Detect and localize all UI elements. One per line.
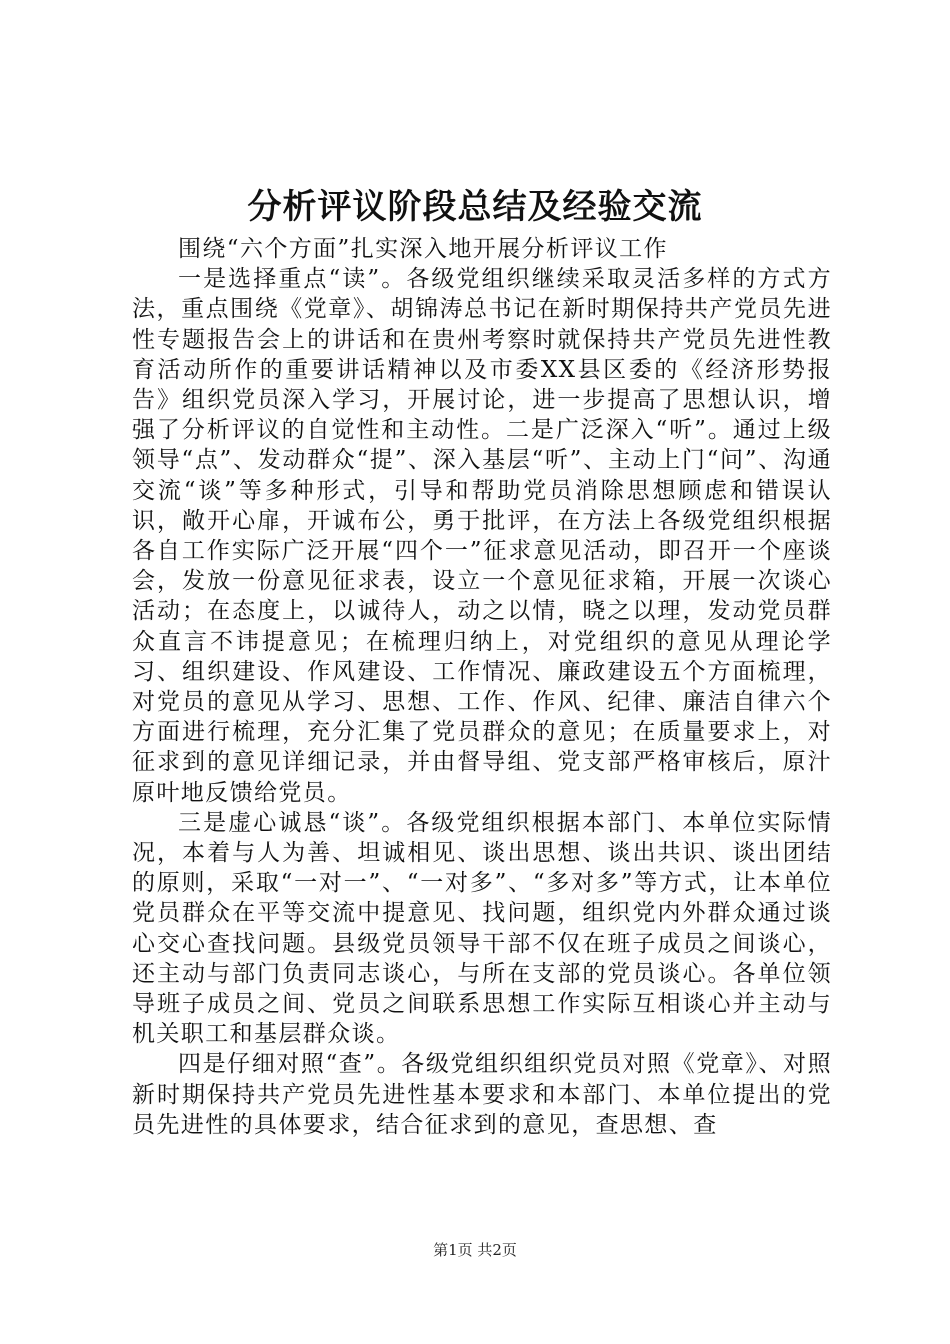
paragraph-read-listen: 一是选择重点“读”。各级党组织继续采取灵活多样的方式方法，重点围绕《党章》、胡锦涛总书记在新时期保持共产党员先进性专题报告会上的讲话和在贵州考察时就保持共产党员先进性教育活动所作的重要讲话精神以及市委XX县区委的《经济形势报告》组织党员深入学习，开展讨论，进一步提高了思想认识，增强了分析评议的自觉性和主动性。二是广泛深入“听”。通过上级领导“点”、发动群众“提”、深入基层“听”、主动上门“问”、沟通交流“谈”等多种形式，引导和帮助党员消除思想顾虑和错误认识，敞开心扉，开诚布公，勇于批评，在方法上各级党组织根据各自工作实际广泛开展“四个一”征求意见活动，即召开一个座谈会，发放一份意见征求表，设立一个意见征求箱，开展一次谈心活动；在态度上，以诚待人，动之以情，晓之以理，发动党员群众直言不讳提意见；在梳理归纳上，对党组织的意见从理论学习、组织建设、作风建设、工作情况、廉政建设五个方面梳理，对党员的意见从学习、思想、工作、作风、纪律、廉洁自律六个方面进行梳理，充分汇集了党员群众的意见；在质量要求上，对征求到的意见详细记录，并由督导组、党支部严格审核后，原汁原叶地反馈给党员。	[132, 266, 832, 806]
document-body	[132, 234, 832, 1140]
paragraph-check: 四是仔细对照“查”。各级党组织组织党员对照《党章》、对照新时期保持共产党员先进性基本要求和本部门、本单位提出的党员先进性的具体要求，结合征求到的意见，查思想、查	[132, 1051, 832, 1138]
paragraph-talk: 三是虚心诚恳“谈”。各级党组织根据本部门、本单位实际情况，本着与人为善、坦诚相见、谈出思想、谈出共识、谈出团结的原则，采取“一对一”、“一对多”、“多对多”等方式，让本单位党员群众在平等交流中提意见、找问题，组织党内外群众通过谈心交心查找问题。县级党员领导干部不仅在班子成员之间谈心，还主动与部门负责同志谈心，与所在支部的党员谈心。各单位领导班子成员之间、党员之间联系思想工作实际互相谈心并主动与机关职工和基层群众谈。	[132, 809, 832, 1048]
page-footer: 第1页 共2页	[433, 1241, 517, 1259]
document-title: 分析评议阶段总结及经验交流	[247, 187, 703, 227]
paragraph-subheading: 围绕“六个方面”扎实深入地开展分析评议工作	[178, 236, 668, 262]
